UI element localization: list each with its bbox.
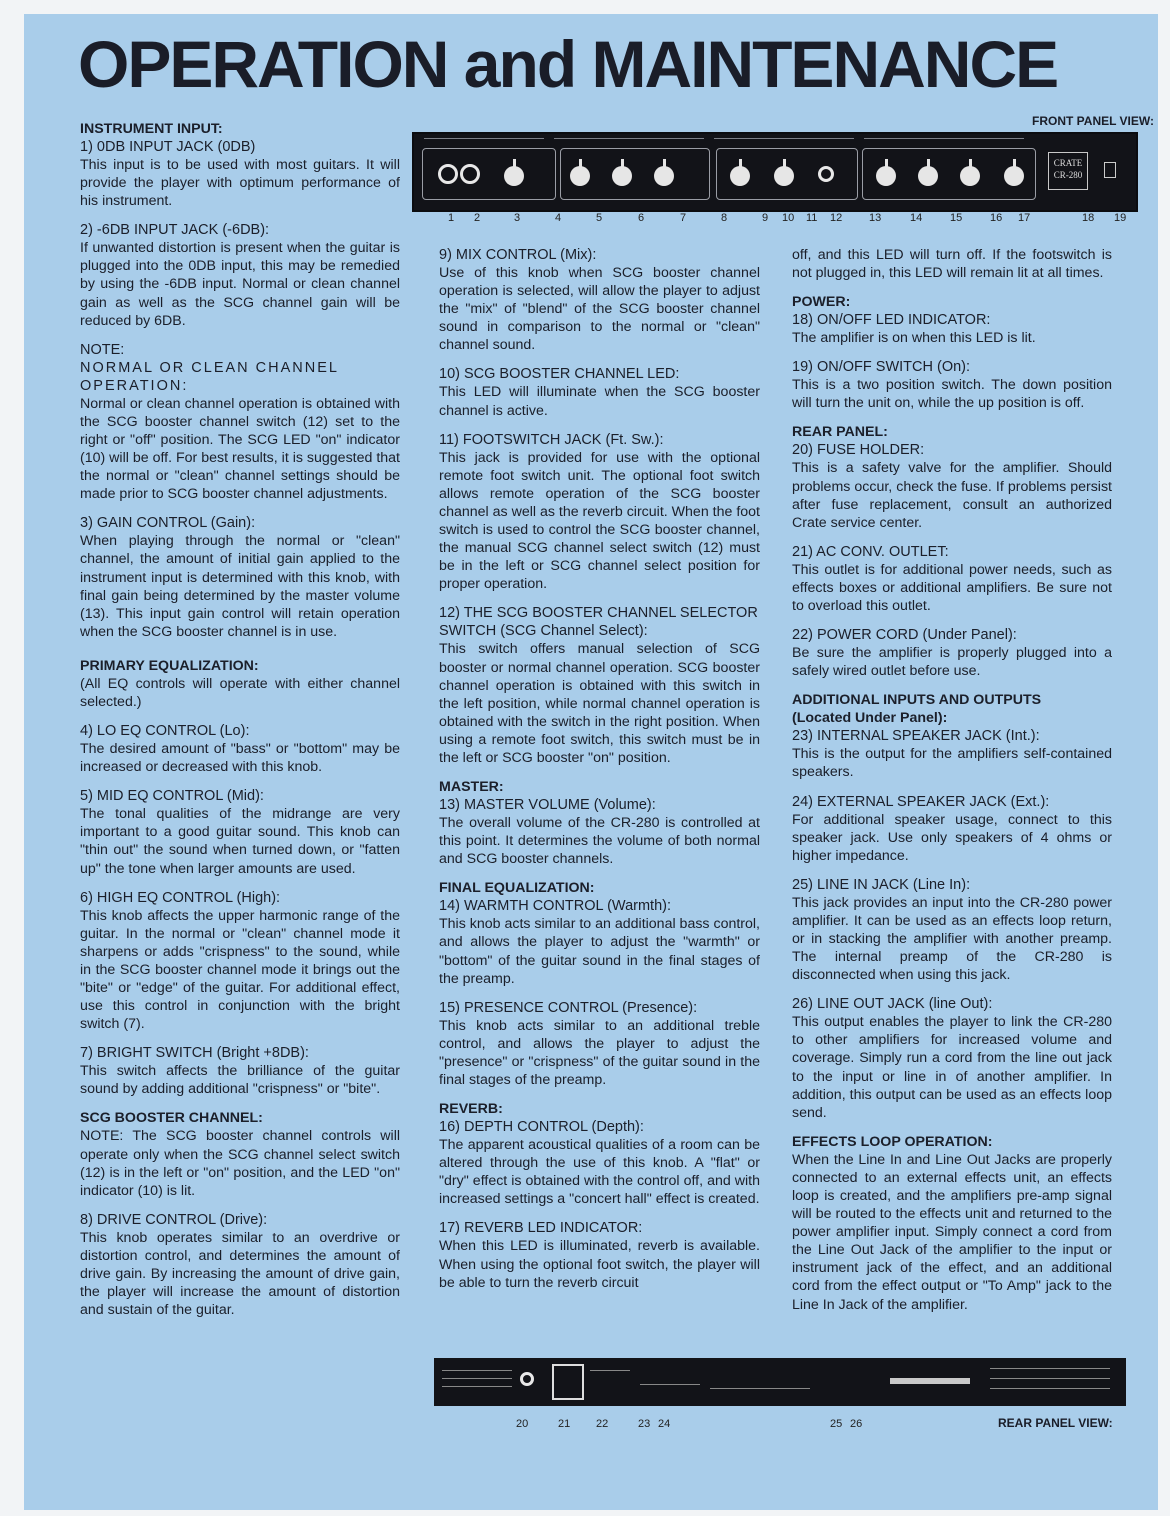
section-subheading: (Located Under Panel): [792,710,948,727]
item-body: This knob acts similar to an additional bass control, and allows the player to adjust the "warmth" or "bottom" of the guitar sound in the final stages of the preamp. [439,916,760,987]
item-body: This input is to be used with most guitars. It will provide the player with optimum performance of his instrument. [80,157,400,210]
item-body: (All EQ controls will operate with either channel selected.) [80,675,400,710]
section-heading: FINAL EQUALIZATION: [439,880,595,897]
section-heading: ADDITIONAL INPUTS AND OUTPUTS [792,692,1042,709]
panel-number: 25 [830,1418,843,1430]
item-body: When playing through the normal or "clean" channel, the amount of initial gain applied to the instrument input is determined with this knob, with final gain being determined by the master volume (13). This input gain control will retain operation when the SCG booster channel is in use. [80,533,400,640]
mid-knob [612,166,632,186]
item-body: When this LED is illuminated, reverb is available. When using the optional foot switch, the player will be able to turn the reverb circuit [439,1238,760,1291]
panel-number: 5 [596,212,603,224]
item-body: This knob affects the upper harmonic range of the guitar. In the normal or "clean" channel mode it sharpens or adds "crispness" to the sound, while in the SCG booster channel mode it brings out the "bite" or "edge" of the guitar. For additional effect, use this control in conjunction with the bright switch (7). [80,907,400,1033]
lo-knob [570,166,590,186]
panel-number: 3 [514,212,521,224]
item-body: This knob operates similar to an overdrive or distortion control, and determines the amount of drive gain. By increasing the amount of drive gain, the player will increase the amount of distortion and sustain of the guitar. [80,1229,400,1319]
input-jack-6db [460,164,480,184]
panel-number: 10 [782,212,795,224]
column-2 [439,246,760,1303]
item-body: If unwanted distortion is present when the guitar is plugged into the 0DB input, this may be remedied by using the -6DB input. Normal or clean channel gain as well as the SCG channel gain will be reduced by 6DB. [80,240,400,329]
panel-number: 9 [762,212,769,224]
item-body: The amplifier is on when this LED is lit. [792,330,1036,347]
panel-number: 13 [869,212,882,224]
item-heading: 21) AC CONV. OUTLET: [792,543,949,560]
item-heading: 24) EXTERNAL SPEAKER JACK (Ext.): [792,793,1050,810]
item-heading: 16) DEPTH CONTROL (Depth): [439,1119,644,1136]
section-heading: REAR PANEL: [792,424,888,441]
item-heading: 6) HIGH EQ CONTROL (High): [80,889,281,906]
panel-number: 24 [658,1418,671,1430]
item-body: This LED will illuminate when the SCG booster channel is active. [439,384,760,419]
fuse-holder [520,1372,534,1386]
mix-knob [774,166,794,186]
item-heading: 17) REVERB LED INDICATOR: [439,1220,643,1237]
logo-model-text: CR-280 [1053,170,1083,180]
note-body: Normal or clean channel operation is obtained with the SCG booster channel switch (12) set to the right or "off" position. The SCG LED "on" indicator (10) will be off. For best results, it is suggested that the normal or "clean" channel settings should be made prior to SCG booster channel adjustments. [80,395,400,503]
panel-number: 18 [1082,212,1095,224]
panel-number: 15 [950,212,963,224]
item-heading: 5) MID EQ CONTROL (Mid): [80,788,264,805]
rear-panel-diagram [434,1358,1126,1406]
item-heading: 23) INTERNAL SPEAKER JACK (Int.): [792,728,1040,745]
volume-knob [876,166,896,186]
item-body: The apparent acoustical qualities of a room can be altered through the use of this knob. A "flat" or "dry" effect is obtained with the control off, and with increased settings a "concert hall" effect is created. [439,1137,760,1208]
panel-number: 16 [990,212,1003,224]
item-heading: 14) WARMTH CONTROL (Warmth): [439,898,671,915]
item-heading: 26) LINE OUT JACK (line Out): [792,996,993,1013]
section-heading: MASTER: [439,779,504,796]
item-body: This is a safety valve for the amplifier. Should problems occur, check the fuse. If problems persist after fuse replacement, consult an authorized Crate service center. [792,460,1112,531]
page-title: OPERATION and MAINTENANCE [78,27,1058,101]
item-body: This outlet is for additional power needs, such as effects boxes or additional amplifiers. Be sure not to overload this outlet. [792,561,1112,615]
item-heading: 12) THE SCG BOOSTER CHANNEL SELECTOR SWITCH (SCG Channel Select): [439,605,758,640]
panel-number: 4 [555,212,562,224]
item-body: off, and this LED will turn off. If the footswitch is not plugged in, this LED will remain lit at all times. [792,247,1112,282]
panel-number: 23 [638,1418,651,1430]
item-heading: 8) DRIVE CONTROL (Drive): [80,1211,268,1228]
item-body: Be sure the amplifier is properly plugged into a safely wired outlet before use. [792,645,1112,680]
front-panel-label: FRONT PANEL VIEW: [1032,114,1155,128]
gain-knob [504,166,524,186]
item-body: Use of this knob when SCG booster channel operation is selected, will allow the player to adjust the "mix" of "blend" of the SCG booster channel sound in comparison to the normal or "clean" channel sound. [439,265,760,354]
item-heading: 9) MIX CONTROL (Mix): [439,247,597,263]
panel-number: 21 [558,1418,571,1430]
item-heading: 1) 0DB INPUT JACK (0DB) [80,139,256,155]
front-panel-diagram [412,132,1138,212]
logo-brand-text: CRATE [1053,158,1083,168]
item-heading: 7) BRIGHT SWITCH (Bright +8DB): [80,1045,309,1062]
item-body: The desired amount of "bass" or "bottom" may be increased or decreased with this knob. [80,741,400,776]
rear-panel-label: REAR PANEL VIEW: [998,1416,1113,1430]
column-1 [80,120,400,1330]
note-heading: NOTE: [80,341,125,358]
panel-number: 2 [474,212,481,224]
item-body: This jack provides an input into the CR-280 power amplifier. It can be used as an effects loop return, or in stacking the amplifier with another preamp. The internal preamp of the CR-280 is disconnected when using this jack. [792,894,1112,984]
item-body: This knob acts similar to an additional treble control, and allows the player to adjust the "presence" or "crispness" of the guitar sound in the final stages of the preamp. [439,1017,760,1088]
item-body: The tonal qualities of the midrange are very important to a good guitar sound. This knob can "thin out" the sound when turned down, or "fatten up" the tone when larger amounts are used. [80,806,400,877]
item-heading: 25) LINE IN JACK (Line In): [792,876,971,893]
crate-logo [1048,152,1088,190]
drive-knob [730,166,750,186]
warmth-knob [918,166,938,186]
item-body: The overall volume of the CR-280 is controlled at this point. It determines the volume of both normal and SCG booster channels. [439,815,760,868]
item-heading: 3) GAIN CONTROL (Gain): [80,515,256,532]
footswitch-jack [818,166,834,182]
presence-knob [960,166,980,186]
high-knob [654,166,674,186]
panel-number: 6 [638,212,645,224]
item-body: This output enables the player to link the CR-280 to other amplifiers for increased volume and coverage. Simply run a cord from the line out jack to the input or line in of another amplifier. In addition, this output can be used as an effects loop send. [792,1014,1112,1121]
panel-number: 22 [596,1418,609,1430]
item-heading: 13) MASTER VOLUME (Volume): [439,797,656,814]
panel-number: 17 [1018,212,1031,224]
power-switch [1104,162,1116,178]
item-body: When the Line In and Line Out Jacks are properly connected to an external effects unit, an effects loop is created, and the amplifiers pre-amp signal will be routed to the effects unit and returned to the power amplifier input. Simply connect a cord from the Line Out Jack of the amplifier to the input or instrument jack of the effect, and an additional cord from the effect output or "To Amp" jack to the Line In Jack of the amplifier. [792,1151,1112,1313]
item-body: This switch offers manual selection of SCG booster or normal channel operation. SCG booster channel operation is obtained with this switch in the left position, while normal channel operation is obtained with the switch in the right position. When using a remote foot switch, this switch must be in the left or SCG booster "on" position. [439,641,760,766]
item-body: This switch affects the brilliance of the guitar sound by adding additional "crispness" or "bite". [80,1063,400,1098]
item-heading: 20) FUSE HOLDER: [792,442,925,459]
section-heading: REVERB: [439,1101,503,1118]
item-body: This jack is provided for use with the optional remote foot switch unit. The optional foot switch allows remote operation of the SCG booster channel as well as the reverb circuit. When the foot switch is used to control the SCG booster channel, the manual SCG channel select switch (12) must be in the left or SCG channel select position for proper operation. [439,449,760,593]
note-subheading: NORMAL OR CLEAN CHANNEL OPERATION: [80,359,339,394]
panel-number: 1 [448,212,455,224]
depth-knob [1004,166,1024,186]
item-heading: 2) -6DB INPUT JACK (-6DB): [80,222,270,239]
section-heading: POWER: [792,294,851,311]
item-body: For additional speaker usage, connect to this speaker jack. Use only speakers of 4 ohms or higher impedance. [792,811,1112,864]
manual-page [24,14,1158,1510]
item-heading: 10) SCG BOOSTER CHANNEL LED: [439,366,680,383]
item-heading: 22) POWER CORD (Under Panel): [792,627,1017,644]
item-body: This is the output for the amplifiers self-contained speakers. [792,746,1112,781]
section-heading: EFFECTS LOOP OPERATION: [792,1133,993,1150]
section-heading: INSTRUMENT INPUT: [80,121,223,137]
panel-number: 11 [806,212,818,224]
panel-number: 12 [830,212,843,224]
item-heading: 15) PRESENCE CONTROL (Presence): [439,999,698,1016]
item-body: NOTE: The SCG booster channel controls will operate only when the SCG channel select switch (12) is in the left or "on" position, and the LED "on" indicator (10) is lit. [80,1128,400,1199]
item-heading: 19) ON/OFF SWITCH (On): [792,359,971,376]
panel-number: 26 [850,1418,863,1430]
panel-number: 14 [910,212,923,224]
item-body: This is a two position switch. The down position will turn the unit on, while the up position is off. [792,377,1112,412]
item-heading: 18) ON/OFF LED INDICATOR: [792,312,991,329]
item-heading: 11) FOOTSWITCH JACK (Ft. Sw.): [439,431,664,448]
column-3 [792,246,1112,1325]
panel-number: 8 [721,212,728,224]
section-heading: SCG BOOSTER CHANNEL: [80,1110,263,1127]
panel-number: 7 [680,212,687,224]
section-heading: PRIMARY EQUALIZATION: [80,657,259,674]
item-heading: 4) LO EQ CONTROL (Lo): [80,723,250,740]
ac-outlet [552,1364,584,1400]
input-jack-0db [438,164,458,184]
panel-number: 19 [1114,212,1127,224]
panel-number: 20 [516,1418,529,1430]
